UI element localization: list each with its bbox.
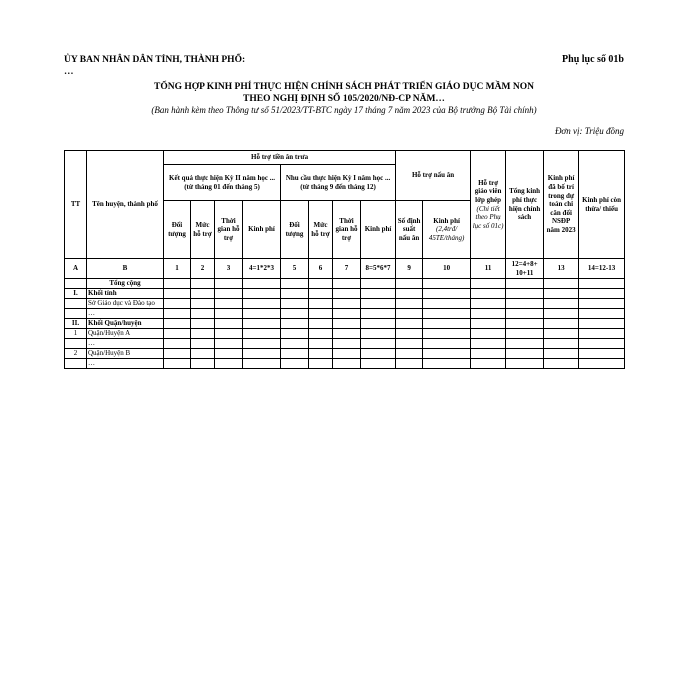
data-cell: [396, 289, 423, 299]
data-cell: [544, 289, 579, 299]
header-teacher-note: (Chi tiết theo Phụ lục số 01c): [472, 204, 504, 230]
header-need-semester-1: [281, 165, 396, 201]
data-cell: [579, 279, 625, 289]
data-cell: [215, 319, 243, 329]
data-cell: [579, 299, 625, 309]
header-result-label: Kết quả thực hiện Kỳ II năm học ...: [169, 173, 275, 182]
data-cell: [215, 279, 243, 289]
data-cell: [471, 279, 506, 289]
data-cell: [396, 359, 423, 369]
column-index-cell: 14=12-13: [579, 259, 625, 279]
data-cell: [506, 349, 544, 359]
data-cell: [361, 319, 396, 329]
data-cell: [579, 349, 625, 359]
data-cell: [309, 319, 333, 329]
data-cell: [506, 289, 544, 299]
data-cell: [164, 299, 191, 309]
data-cell: [191, 319, 215, 329]
data-cell: [579, 309, 625, 319]
data-cell: [361, 359, 396, 369]
data-cell: [544, 349, 579, 359]
data-cell: [309, 289, 333, 299]
document-title-line-2: THEO NGHỊ ĐỊNH SỐ 105/2020/NĐ-CP NĂM…: [243, 94, 445, 104]
sub-cooking-funding: [423, 201, 471, 259]
data-cell: [544, 359, 579, 369]
data-cell: [544, 299, 579, 309]
data-cell: [243, 309, 281, 319]
header-need-period: (từ tháng 9 đến tháng 12): [300, 182, 376, 191]
table-row: [65, 279, 625, 289]
column-index-cell: A: [65, 259, 87, 279]
data-cell: [506, 279, 544, 289]
column-index-cell: 4=1*2*3: [243, 259, 281, 279]
sub-cooking-funding-note: (2,4trđ/ 45TE/tháng): [428, 225, 465, 242]
data-cell: [333, 299, 361, 309]
data-cell: [471, 289, 506, 299]
authority-continuation: …: [64, 67, 74, 77]
data-cell: [423, 339, 471, 349]
header-teacher-label: Hỗ trợ giáo viên lớp ghép: [474, 178, 502, 204]
column-index-cell: B: [87, 259, 164, 279]
data-cell: [471, 349, 506, 359]
data-cell: [309, 279, 333, 289]
data-cell: [333, 329, 361, 339]
data-cell: [281, 289, 309, 299]
data-cell: [164, 339, 191, 349]
data-cell: [164, 309, 191, 319]
header-total-funding: Tổng kinh phí thực hiện chính sách: [506, 151, 544, 259]
row-tt: [65, 339, 87, 349]
data-cell: [215, 289, 243, 299]
data-cell: [544, 279, 579, 289]
data-cell: [281, 349, 309, 359]
data-cell: [544, 329, 579, 339]
row-name: Quận/Huyện A: [87, 329, 164, 339]
data-cell: [333, 339, 361, 349]
data-cell: [309, 349, 333, 359]
row-name: Tổng cộng: [87, 279, 164, 289]
issuing-authority: [64, 54, 324, 78]
data-cell: [506, 299, 544, 309]
data-cell: [544, 319, 579, 329]
data-cell: [164, 319, 191, 329]
row-name: Sở Giáo dục và Đào tạo: [87, 299, 164, 309]
data-cell: [215, 349, 243, 359]
data-cell: [281, 339, 309, 349]
data-cell: [164, 279, 191, 289]
sub-rate-2: Mức hỗ trợ: [309, 201, 333, 259]
data-cell: [333, 349, 361, 359]
data-cell: [309, 309, 333, 319]
data-cell: [243, 329, 281, 339]
data-cell: [309, 329, 333, 339]
data-cell: [243, 299, 281, 309]
unit-label: Đơn vị: Triệu đồng: [554, 126, 624, 136]
data-cell: [544, 339, 579, 349]
column-index-cell: 13: [544, 259, 579, 279]
data-cell: [191, 349, 215, 359]
data-cell: [164, 349, 191, 359]
data-cell: [164, 359, 191, 369]
header-teacher-support: [471, 151, 506, 259]
data-cell: [423, 309, 471, 319]
data-cell: [333, 289, 361, 299]
funding-table: [64, 150, 625, 369]
row-tt: [65, 299, 87, 309]
data-cell: [471, 309, 506, 319]
data-cell: [579, 339, 625, 349]
data-cell: [215, 339, 243, 349]
data-cell: [191, 329, 215, 339]
data-cell: [333, 279, 361, 289]
data-cell: [243, 359, 281, 369]
table-row: [65, 359, 625, 369]
row-tt: 1: [65, 329, 87, 339]
data-cell: [396, 279, 423, 289]
row-tt: [65, 309, 87, 319]
column-index-cell: 3: [215, 259, 243, 279]
data-cell: [396, 329, 423, 339]
column-index-cell: 6: [309, 259, 333, 279]
data-cell: [281, 309, 309, 319]
data-cell: [423, 329, 471, 339]
data-cell: [361, 289, 396, 299]
table-row: [65, 319, 625, 329]
column-index-cell: 10: [423, 259, 471, 279]
data-cell: [471, 359, 506, 369]
column-index-cell: 12=4+8+ 10+11: [506, 259, 544, 279]
row-name: …: [87, 339, 164, 349]
document-title-line-1: TỔNG HỢP KINH PHÍ THỰC HIỆN CHÍNH SÁCH PHÁT TRIỂN GIÁO DỤC MẦM NON: [154, 82, 534, 92]
header-result-semester-2: [164, 165, 281, 201]
data-cell: [361, 309, 396, 319]
data-cell: [423, 289, 471, 299]
row-name: …: [87, 359, 164, 369]
row-name: Khối Quận/huyện: [87, 319, 164, 329]
header-lunch-support: Hỗ trợ tiền ăn trưa: [164, 151, 396, 165]
sub-funding-2: Kinh phí: [361, 201, 396, 259]
data-cell: [506, 339, 544, 349]
data-cell: [471, 299, 506, 309]
data-cell: [191, 289, 215, 299]
sub-time-2: Thời gian hỗ trợ: [333, 201, 361, 259]
data-cell: [423, 279, 471, 289]
data-cell: [396, 319, 423, 329]
data-cell: [281, 279, 309, 289]
data-cell: [215, 359, 243, 369]
data-cell: [333, 309, 361, 319]
data-cell: [544, 309, 579, 319]
data-cell: [215, 329, 243, 339]
data-cell: [471, 339, 506, 349]
row-name: …: [87, 309, 164, 319]
column-index-cell: 2: [191, 259, 215, 279]
data-cell: [361, 279, 396, 289]
data-cell: [281, 299, 309, 309]
header-allocated-funding: Kinh phí đã bố trí trong dự toán chi cân đối NSĐP năm 2023: [544, 151, 579, 259]
column-index-cell: 11: [471, 259, 506, 279]
row-tt: 2: [65, 349, 87, 359]
data-cell: [191, 339, 215, 349]
data-cell: [396, 299, 423, 309]
data-cell: [471, 319, 506, 329]
data-cell: [396, 339, 423, 349]
appendix-number: Phụ lục số 01b: [562, 54, 624, 65]
column-index-cell: 9: [396, 259, 423, 279]
data-cell: [361, 339, 396, 349]
data-cell: [396, 309, 423, 319]
row-name: Quận/Huyện B: [87, 349, 164, 359]
table-row: [65, 349, 625, 359]
table-row: [65, 299, 625, 309]
header-result-period: (từ tháng 01 đến tháng 5): [184, 182, 260, 191]
data-cell: [215, 309, 243, 319]
data-cell: [506, 309, 544, 319]
data-cell: [423, 299, 471, 309]
data-cell: [361, 329, 396, 339]
column-index-row: [65, 259, 625, 279]
sub-time-1: Thời gian hỗ trợ: [215, 201, 243, 259]
data-cell: [164, 289, 191, 299]
data-cell: [191, 279, 215, 289]
header-cooking-support: Hỗ trợ nấu ăn: [396, 151, 471, 201]
data-cell: [309, 299, 333, 309]
data-cell: [191, 359, 215, 369]
column-index-cell: 1: [164, 259, 191, 279]
data-cell: [243, 289, 281, 299]
data-cell: [361, 299, 396, 309]
column-index-cell: 7: [333, 259, 361, 279]
table-row: [65, 339, 625, 349]
row-tt: [65, 359, 87, 369]
data-cell: [506, 319, 544, 329]
column-index-cell: 5: [281, 259, 309, 279]
data-cell: [396, 349, 423, 359]
data-cell: [506, 329, 544, 339]
data-cell: [309, 339, 333, 349]
data-cell: [423, 319, 471, 329]
row-tt: II.: [65, 319, 87, 329]
sub-funding-1: Kinh phí: [243, 201, 281, 259]
data-cell: [191, 309, 215, 319]
data-cell: [281, 359, 309, 369]
data-cell: [579, 289, 625, 299]
authority-name: ỦY BAN NHÂN DÂN TỈNH, THÀNH PHỐ:: [64, 55, 246, 65]
header-balance: Kinh phí còn thừa/ thiếu: [579, 151, 625, 259]
data-cell: [243, 339, 281, 349]
data-cell: [579, 359, 625, 369]
data-cell: [243, 319, 281, 329]
sub-cooking-norm: Số định suất nấu ăn: [396, 201, 423, 259]
row-name: Khối tỉnh: [87, 289, 164, 299]
row-tt: I.: [65, 289, 87, 299]
row-tt: [65, 279, 87, 289]
sub-subjects-1: Đối tượng: [164, 201, 191, 259]
table-row: [65, 289, 625, 299]
data-cell: [579, 319, 625, 329]
data-cell: [423, 359, 471, 369]
data-cell: [579, 329, 625, 339]
data-cell: [281, 319, 309, 329]
sub-subjects-2: Đối tượng: [281, 201, 309, 259]
data-cell: [215, 299, 243, 309]
data-cell: [471, 329, 506, 339]
data-cell: [164, 329, 191, 339]
table-row: [65, 329, 625, 339]
header-need-label: Nhu cầu thực hiện Kỳ I năm học ...: [285, 173, 391, 182]
data-cell: [333, 359, 361, 369]
sub-cooking-funding-label: Kinh phí: [433, 216, 460, 225]
data-cell: [243, 349, 281, 359]
data-cell: [506, 359, 544, 369]
data-cell: [423, 349, 471, 359]
header-tt: TT: [65, 151, 87, 259]
data-cell: [281, 329, 309, 339]
document-subtitle: (Ban hành kèm theo Thông tư số 51/2023/TT-BTC ngày 17 tháng 7 năm 2023 của Bộ trưởng Bộ Tài chính): [151, 105, 537, 115]
data-cell: [191, 299, 215, 309]
header-district: Tên huyện, thành phố: [87, 151, 164, 259]
table-row: [65, 309, 625, 319]
data-cell: [361, 349, 396, 359]
data-cell: [309, 359, 333, 369]
data-cell: [243, 279, 281, 289]
column-index-cell: 8=5*6*7: [361, 259, 396, 279]
data-cell: [333, 319, 361, 329]
sub-rate-1: Mức hỗ trợ: [191, 201, 215, 259]
